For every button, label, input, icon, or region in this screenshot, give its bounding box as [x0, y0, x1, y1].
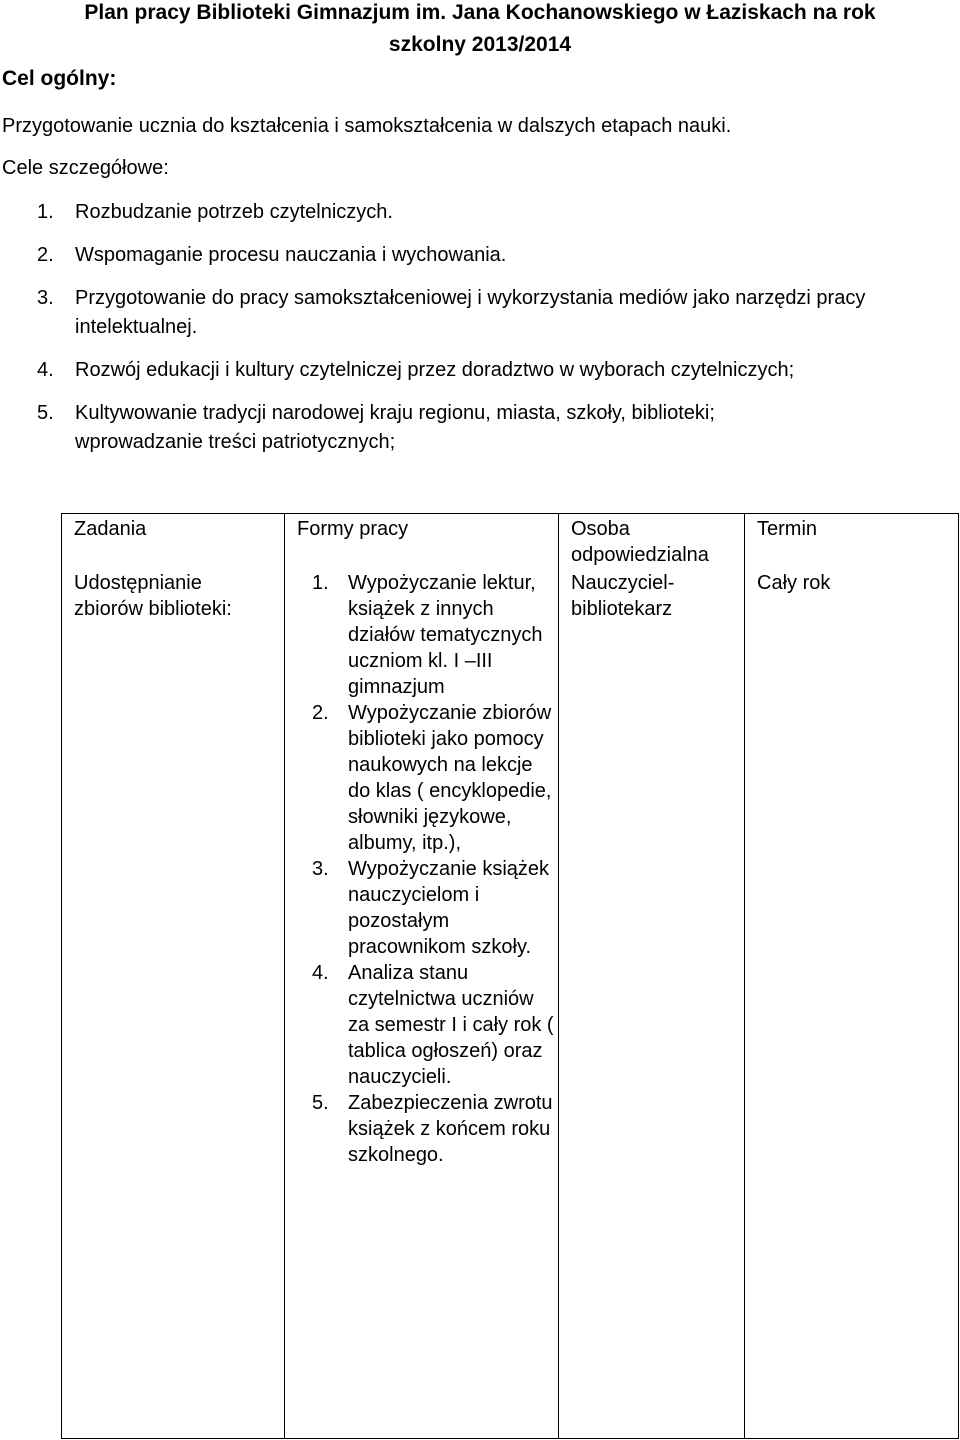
- form-text: Wypożyczanie książek nauczycielom i pozostałym pracownikom szkoły.: [348, 858, 550, 958]
- form-text: Zabezpieczenia zwrotu książek z końcem roku szkolnego.: [348, 1092, 553, 1166]
- form-number: 2.: [312, 702, 329, 724]
- goal-item-text: Kultywowanie tradycji narodowej kraju regionu, miasta, szkoły, biblioteki; wprowadzanie treści patriotycznych;: [75, 402, 715, 453]
- document-title: [0, 0, 960, 61]
- task-cell: Udostępnianie zbiorów biblioteki:: [62, 568, 285, 1439]
- header-formy-pracy: Formy pracy: [285, 514, 559, 569]
- form-number: 5.: [312, 1092, 329, 1114]
- goal-heading: Cel ogólny:: [2, 67, 117, 90]
- goal-number: 1.: [37, 201, 54, 223]
- form-item: [312, 856, 554, 960]
- header-zadania: Zadania: [62, 514, 285, 569]
- goal-item: [0, 284, 900, 342]
- goal-item-text: Przygotowanie do pracy samokształceniowej i wykorzystania mediów jako narzędzi pracy intelektualnej.: [75, 287, 866, 338]
- form-text: Wypożyczanie zbiorów biblioteki jako pomocy naukowych na lekcje do klas ( encyklopedie, słowniki językowe, albumy, itp.),: [348, 702, 552, 854]
- form-item: [312, 570, 554, 700]
- table-header-row: [62, 514, 959, 569]
- form-number: 4.: [312, 962, 329, 984]
- goal-text: Przygotowanie ucznia do kształcenia i samokształcenia w dalszych etapach nauki.: [2, 115, 732, 137]
- form-text: Wypożyczanie lektur, książek z innych działów tematycznych uczniom kl. I –III gimnazjum: [348, 572, 543, 698]
- detailed-goals-list: [0, 198, 900, 457]
- goal-number: 5.: [37, 402, 54, 424]
- goal-item: [0, 198, 900, 227]
- goal-number: 2.: [37, 244, 54, 266]
- title-line-1: Plan pracy Biblioteki Gimnazjum im. Jana Kochanowskiego w Łaziskach na rok: [84, 1, 876, 24]
- header-termin: Termin: [745, 514, 959, 569]
- forms-list: [312, 570, 554, 1168]
- header-osoba: Osoba odpowiedzialna: [559, 514, 745, 569]
- goal-item: [0, 399, 835, 457]
- term-cell: Cały rok: [745, 568, 959, 1439]
- form-number: 1.: [312, 572, 329, 594]
- title-line-2: szkolny 2013/2014: [388, 33, 572, 56]
- detailed-goals-heading: Cele szczegółowe:: [2, 157, 169, 179]
- form-item: [312, 700, 554, 856]
- goal-item: [0, 356, 935, 385]
- goal-item-text: Rozbudzanie potrzeb czytelniczych.: [75, 201, 393, 223]
- table-row: [62, 568, 959, 1439]
- goal-number: 3.: [37, 287, 54, 309]
- goal-item: [0, 241, 900, 270]
- form-item: [312, 1090, 554, 1168]
- goal-number: 4.: [37, 359, 54, 381]
- form-number: 3.: [312, 858, 329, 880]
- plan-table: [61, 513, 959, 1439]
- goal-item-text: Wspomaganie procesu nauczania i wychowania.: [75, 244, 507, 266]
- responsible-cell: Nauczyciel-bibliotekarz: [559, 568, 745, 1439]
- form-item: [312, 960, 554, 1090]
- form-text: Analiza stanu czytelnictwa uczniów za semestr I i cały rok ( tablica ogłoszeń) oraz nauczycieli.: [348, 962, 554, 1088]
- goal-item-text: Rozwój edukacji i kultury czytelniczej przez doradztwo w wyborach czytelniczych;: [75, 359, 795, 381]
- forms-cell: [285, 568, 559, 1439]
